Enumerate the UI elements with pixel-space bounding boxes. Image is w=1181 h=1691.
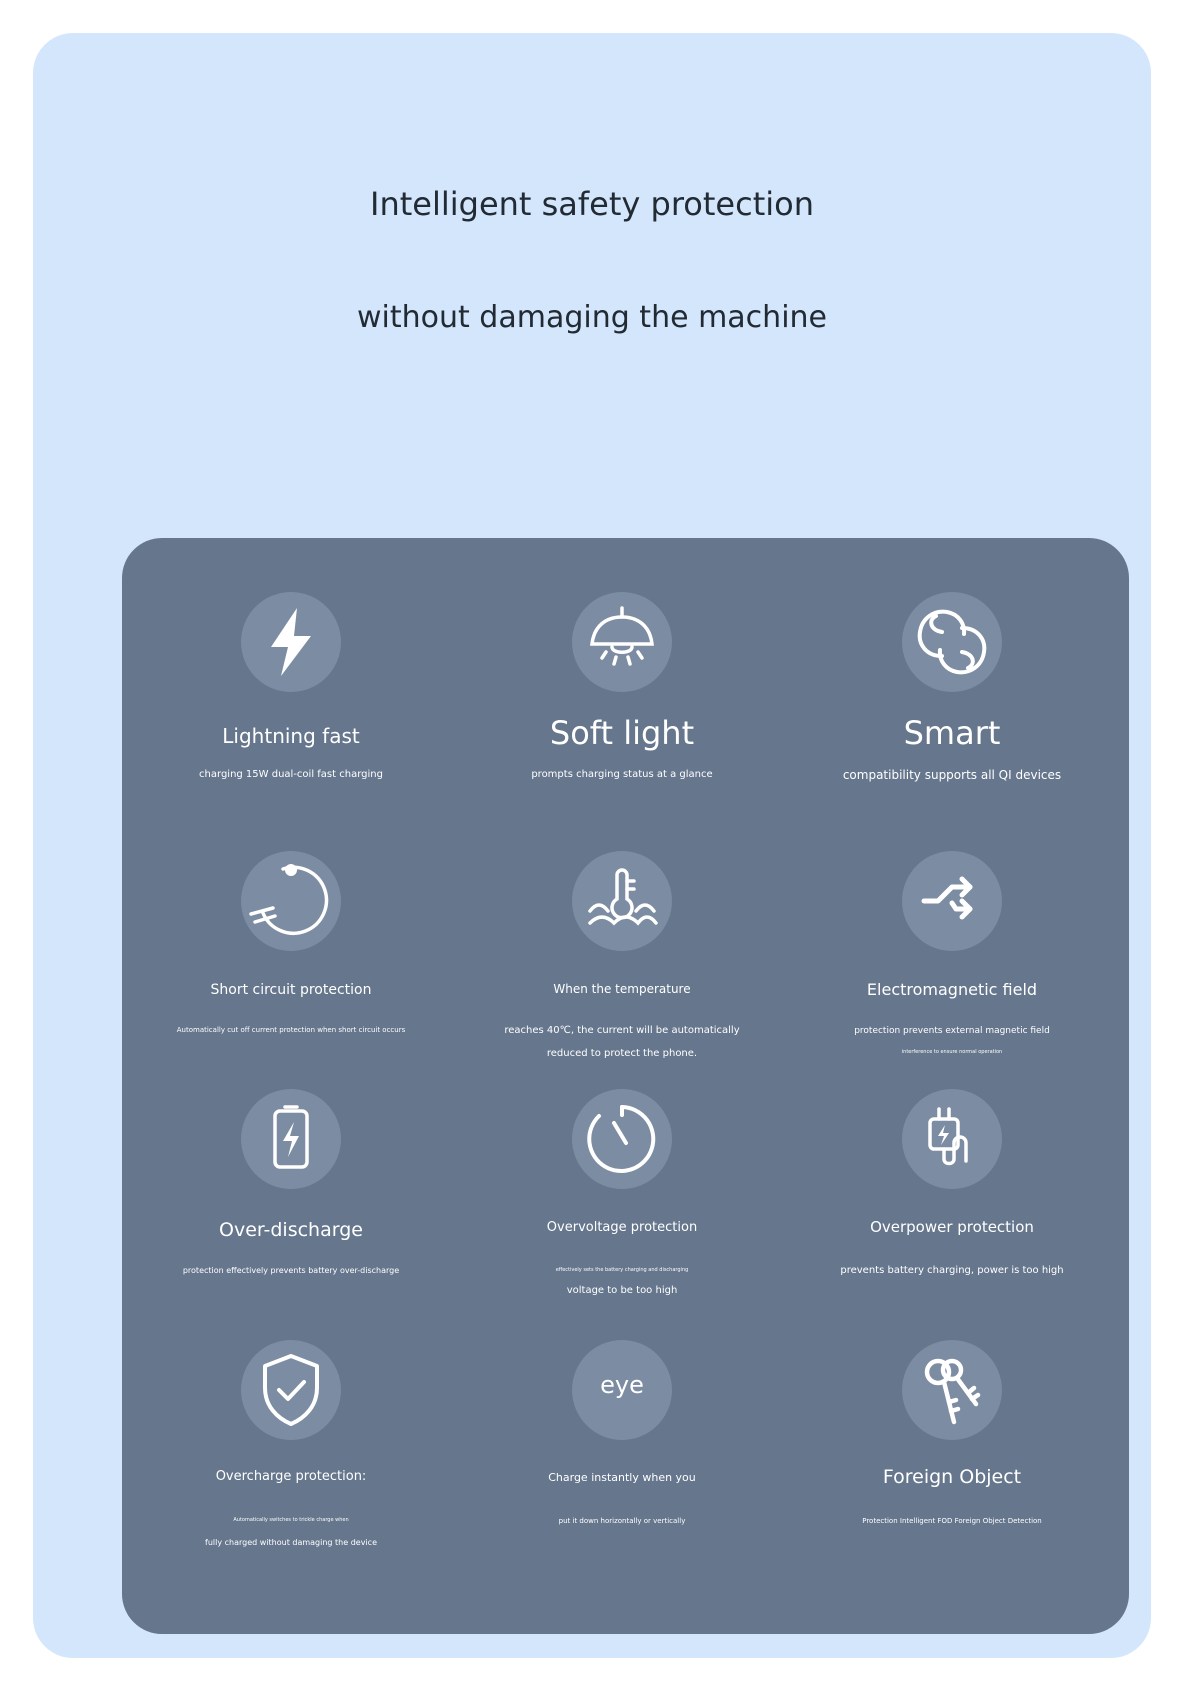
lamp-icon — [572, 592, 672, 692]
battery-icon — [241, 1089, 341, 1189]
feature-short-circuit — [126, 851, 456, 1071]
feature-title: Overpower protection — [870, 1218, 1034, 1236]
feature-title: Over-discharge — [219, 1219, 363, 1241]
feature-desc-2: reduced to protect the phone. — [546, 1048, 698, 1059]
feature-desc: protection effectively prevents battery over-discharge — [182, 1266, 400, 1275]
feature-lightning — [126, 592, 456, 792]
feature-title: Short circuit protection — [210, 982, 372, 998]
feature-temperature — [457, 851, 787, 1071]
features-panel — [122, 538, 1129, 1634]
feature-desc: protection prevents external magnetic field — [854, 1026, 1050, 1036]
feature-desc: prevents battery charging, power is too high — [840, 1265, 1064, 1276]
thermometer-icon — [572, 851, 672, 951]
feature-desc: compatibility supports all QI devices — [842, 768, 1062, 782]
feature-title: Soft light — [549, 714, 695, 752]
feature-desc: charging 15W dual-coil fast charging — [199, 769, 383, 780]
feature-desc: Automatically cut off current protection when short circuit occurs — [176, 1026, 406, 1034]
feature-title: Charge instantly when you — [548, 1471, 696, 1484]
feature-desc: put it down horizontally or vertically — [558, 1517, 686, 1525]
feature-soft-light — [457, 592, 787, 792]
feature-overpower — [787, 1089, 1117, 1309]
eye-icon — [572, 1340, 672, 1440]
feature-title: Lightning fast — [222, 724, 360, 748]
shield-check-icon — [241, 1340, 341, 1440]
feature-desc: Automatically switches to trickle charge when — [233, 1517, 349, 1523]
background-card — [33, 33, 1151, 1658]
feature-over-discharge — [126, 1089, 456, 1309]
plug-icon — [902, 1089, 1002, 1189]
feature-electromagnetic — [787, 851, 1117, 1071]
feature-desc-2: interference to ensure normal operation — [901, 1049, 1003, 1055]
feature-title: Overvoltage protection — [546, 1220, 698, 1235]
arrows-icon — [902, 851, 1002, 951]
feature-overcharge — [126, 1340, 456, 1560]
gauge-icon — [572, 1089, 672, 1189]
feature-desc: Protection Intelligent FOD Foreign Object Detection — [862, 1517, 1042, 1525]
keys-icon — [902, 1340, 1002, 1440]
feature-desc: effectively sets the battery charging and discharging — [555, 1267, 689, 1273]
eye-icon-text: eye — [600, 1371, 644, 1399]
feature-title: Electromagnetic field — [866, 980, 1038, 999]
feature-desc: prompts charging status at a glance — [531, 769, 713, 780]
feature-overvoltage — [457, 1089, 787, 1309]
page-title: Intelligent safety protection — [370, 185, 814, 223]
feature-title: When the temperature — [553, 982, 691, 996]
feature-foreign-object — [787, 1340, 1117, 1560]
feature-title: Smart — [903, 714, 1001, 752]
feature-smart — [787, 592, 1117, 792]
feature-title: Overcharge protection: — [215, 1469, 367, 1484]
lightning-icon — [241, 592, 341, 692]
feature-title: Foreign Object — [882, 1466, 1022, 1488]
feature-desc-2: voltage to be too high — [566, 1285, 678, 1296]
short-circuit-icon — [241, 851, 341, 951]
feature-desc: reaches 40℃, the current will be automatically — [504, 1025, 740, 1036]
link-icon — [902, 592, 1002, 692]
page-subtitle: without damaging the machine — [356, 300, 827, 335]
feature-eye — [457, 1340, 787, 1560]
feature-desc-2: fully charged without damaging the device — [205, 1538, 377, 1547]
